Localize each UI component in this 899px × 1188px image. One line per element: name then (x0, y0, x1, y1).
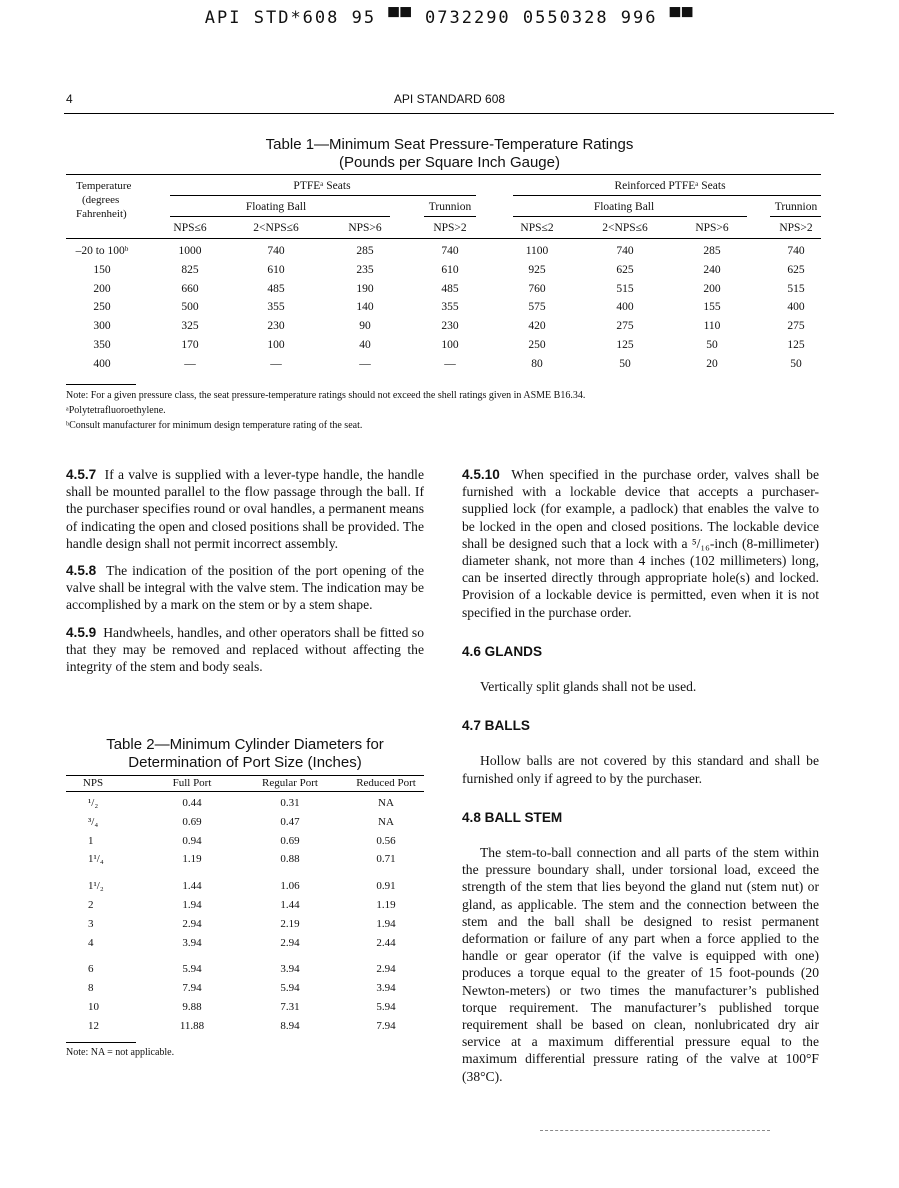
table2-title-line1: Table 2—Minimum Cylinder Diameters for (106, 736, 384, 753)
col-head: NPS>6 (695, 222, 729, 234)
table2-regular-cell: 0.47 (280, 816, 300, 828)
table1-title-line1: Table 1—Minimum Seat Pressure-Temperature Ratings (265, 136, 634, 153)
table1-value-cell: 155 (703, 301, 721, 314)
para-text: Handwheels, handles, and other operators shall be fitted so that they may be removed and replaced without affecting the integrity of the stem and body seals. (66, 624, 424, 675)
reinforced-floating-ball-header: Floating Ball (593, 201, 655, 213)
table1-value-cell: — (359, 357, 371, 370)
paragraph-4-5-8 (66, 562, 424, 614)
para-number: 4.5.8 (66, 563, 97, 579)
table1-value-cell: 420 (528, 320, 546, 333)
table1-temp-cell: 350 (93, 339, 111, 351)
table1-value-cell: 500 (181, 301, 199, 314)
table2-regular-cell: 7.31 (280, 1001, 300, 1013)
section-4-6-heading: 4.6 GLANDS (462, 643, 543, 659)
table1-value-cell: 100 (441, 339, 459, 351)
table1-title (0, 136, 899, 172)
section-4-8-text: The stem-to-ball connection and all parts of the stem within the pressure boundary shall, under torsional load, exceed the strength of the stem that lies beyond the gland nut (stem nut) or gland, as applicable. The stem and the connection between the stem and the ball shall be designed to resist permanent deformation or failure of any part when a force applied to the handle or gear operator (if the valve is equipped with one) produces a torque equal to the greater of 15 foot-pounds (20 Newton-meters) or two times the manufacturer’s published torque requirement. The manufacturer’s published torque requirement shall be based on clean, nonlubricated dry air service at a maximum differential pressure equal to the maximum differential pressure rating of the valve at 100°F (38°C). (462, 845, 819, 1084)
table2-reduced-cell: 0.71 (376, 853, 396, 865)
table1-note: Note: For a given pressure class, the seat pressure-temperature ratings should not exceed the shell ratings given in ASME B16.34. (66, 390, 586, 401)
table2-full-cell: 2.94 (182, 918, 202, 930)
table1-value-cell: 515 (616, 282, 634, 295)
section-4-6-text: Vertically split glands shall not be used. (480, 679, 697, 695)
table1-value-cell: — (444, 357, 456, 370)
table1-value-cell: — (270, 357, 282, 370)
table1-value-cell: 1000 (178, 245, 202, 257)
table1-header-rule (66, 238, 821, 239)
table1-value-cell: 230 (267, 320, 285, 333)
table2-regular-cell: 2.19 (280, 918, 300, 930)
table1-value-cell: 355 (267, 301, 285, 314)
table1-value-cell: 40 (359, 339, 371, 351)
table1-value-cell: 285 (356, 245, 374, 257)
table1-value-cell: 485 (267, 282, 285, 295)
ptfe-group-rule (170, 195, 476, 196)
table2-nps-cell: 3 (88, 918, 94, 930)
table1-value-cell: 80 (531, 357, 543, 370)
para-number: 4.5.9 (66, 624, 97, 640)
table2-full-cell: 7.94 (182, 982, 202, 994)
table2-full-cell: 11.88 (179, 1020, 205, 1032)
table1-value-cell: 50 (619, 357, 631, 370)
table2-top-rule (66, 775, 424, 776)
table2-regular-cell: 5.94 (280, 982, 300, 994)
table1-temp-cell: 400 (93, 357, 111, 370)
ptfe-trunnion-rule (424, 216, 476, 217)
table2-regular-cell: 0.88 (280, 853, 300, 865)
table2-note-rule (66, 1042, 136, 1043)
table2-reduced-cell: 0.56 (376, 835, 396, 847)
table2-reduced-cell: 1.94 (376, 918, 396, 930)
footer-dash (540, 1130, 770, 1132)
table2-full-cell: 9.88 (182, 1001, 202, 1013)
table1-top-rule (66, 174, 821, 175)
paragraph-4-5-7 (66, 466, 424, 552)
table2-header: NPS (82, 777, 104, 789)
table2-header: Reduced Port (356, 777, 416, 789)
table2-reduced-cell: 0.91 (376, 880, 396, 892)
table1-value-cell: 515 (787, 282, 805, 295)
para-text-b: -inch (8-millimeter) diameter shank, not more than 4 inches (102 millimeters) long, can be inserted directly through appropriate hole(s) and locked. Provision of a lockable device is permitted, even when it is not specified in the purchase order. (462, 535, 819, 620)
document-id-code: API STD*608 95 ▀▀ 0732290 0550328 996 ▀▀ (204, 8, 695, 28)
table1-value-cell: 625 (616, 263, 634, 276)
table1-value-cell: 1100 (525, 245, 549, 257)
table1-value-cell: 90 (359, 320, 371, 333)
table2-nps-cell: 12 (88, 1020, 99, 1032)
temp-header-line1: Temperature (76, 180, 132, 192)
para-text-a: When specified in the purchase order, valves shall be furnished with a lockable device that accepts a purchaser-supplied lock (for example, a padlock) that enables the valve to be locked in the open and closed positions. The lockable device shall be designed such that a lock with a (462, 467, 819, 551)
reinforced-ptfe-seats-header: Reinforced PTFEᵃ Seats (614, 180, 726, 192)
table1-value-cell: 610 (441, 263, 459, 276)
table1-notes (66, 388, 585, 433)
ptfe-trunnion-header: Trunnion (428, 201, 472, 213)
col-head: 2<NPS≤6 (602, 222, 648, 234)
table1-value-cell: 740 (441, 245, 459, 257)
paragraph-4-5-9 (66, 624, 424, 676)
table2-full-cell: 1.94 (182, 899, 202, 911)
table2-regular-cell: 0.31 (280, 797, 300, 809)
table2-nps-cell: 1 (88, 835, 94, 847)
temp-header-line3: Fahrenheit) (76, 208, 127, 220)
table2-nps-cell: ¹/₂ (88, 797, 99, 809)
table2-nps-cell: 10 (88, 1001, 99, 1013)
table2-full-cell: 0.69 (182, 816, 202, 828)
table2-full-cell: 0.44 (182, 797, 202, 809)
table2-regular-cell: 2.94 (280, 937, 300, 949)
table2-nps-cell: 1¹/₂ (88, 880, 104, 892)
table2-reduced-cell: 7.94 (376, 1020, 396, 1032)
table1-value-cell: 760 (528, 282, 546, 295)
table1-value-cell: 400 (616, 301, 634, 314)
section-4-7-text: Hollow balls are not covered by this standard and shall be furnished only if agreed to by the purchaser. (462, 753, 819, 786)
col-head: NPS>2 (779, 222, 813, 234)
table1-title-line2: (Pounds per Square Inch Gauge) (339, 154, 560, 171)
table1-value-cell: 485 (441, 282, 459, 295)
para-text: If a valve is supplied with a lever-type handle, the handle shall be mounted parallel to the flow passage through the ball. If the purchaser specifies round or oval handles, a permanent means of indicating the open and closed positions shall be provided. The handle design shall not permit incorrect assembly. (66, 467, 424, 551)
table2-reduced-cell: 5.94 (376, 1001, 396, 1013)
table2-nps-cell: ³/₄ (88, 816, 99, 828)
table2-reduced-cell: 1.19 (376, 899, 396, 911)
table1-value-cell: 200 (703, 282, 721, 295)
table1-value-cell: 20 (706, 357, 718, 370)
col-head: NPS>6 (348, 222, 382, 234)
table2-note: Note: NA = not applicable. (66, 1047, 175, 1058)
table2-regular-cell: 1.06 (280, 880, 300, 892)
table1-value-cell: 925 (528, 263, 546, 276)
table1-value-cell: 575 (528, 301, 546, 314)
reinforced-trunnion-rule (770, 216, 821, 217)
col-head: NPS≤6 (173, 222, 207, 234)
table2-title (66, 736, 424, 772)
table2-reduced-cell: 2.94 (376, 963, 396, 975)
table1-temp-cell: –20 to 100ᵇ (75, 245, 129, 257)
table1-value-cell: 250 (528, 339, 546, 351)
fraction: ⁵/₁₆ (691, 535, 710, 551)
reinforced-trunnion-header: Trunnion (774, 201, 818, 213)
table1-value-cell: 275 (616, 320, 634, 333)
table1-value-cell: 50 (790, 357, 802, 370)
table2-header-rule (66, 791, 424, 792)
table2-full-cell: 1.44 (182, 880, 202, 892)
table2-regular-cell: 3.94 (280, 963, 300, 975)
reinforced-floating-rule (513, 216, 747, 217)
table2-full-cell: 1.19 (182, 853, 202, 865)
table2-reduced-cell: 3.94 (376, 982, 396, 994)
header-rule (64, 113, 834, 114)
table2-header: Regular Port (262, 777, 318, 789)
table2-full-cell: 5.94 (182, 963, 202, 975)
table1-value-cell: 125 (616, 339, 634, 351)
table1-value-cell: 240 (703, 263, 721, 276)
table1-value-cell: 110 (703, 320, 721, 333)
table1-value-cell: 610 (267, 263, 285, 276)
table1-value-cell: 230 (441, 320, 459, 333)
table1-value-cell: 625 (787, 263, 805, 276)
table1-value-cell: 825 (181, 263, 199, 276)
table1-value-cell: 285 (703, 245, 721, 257)
table1-value-cell: 50 (706, 339, 718, 351)
para-text: The indication of the position of the port opening of the valve shall be integral with the valve stem. The indication may be accomplished by a mark on the stem or by a stem shape. (66, 563, 424, 613)
table1-value-cell: 740 (616, 245, 634, 257)
table2-regular-cell: 1.44 (280, 899, 300, 911)
ptfe-floating-ball-header: Floating Ball (245, 201, 307, 213)
temp-header-line2: (degrees (82, 194, 120, 206)
table1-value-cell: 400 (787, 301, 805, 314)
table1-note-rule (66, 384, 136, 385)
table2-regular-cell: 0.69 (280, 835, 300, 847)
table1-value-cell: 325 (181, 320, 199, 333)
table1-temp-cell: 200 (93, 282, 111, 295)
table2-regular-cell: 8.94 (280, 1020, 300, 1032)
table2-full-cell: 3.94 (182, 937, 202, 949)
table1-value-cell: 170 (181, 339, 199, 351)
table1-value-cell: 190 (356, 282, 374, 295)
table2-nps-cell: 6 (88, 963, 94, 975)
table1-value-cell: 235 (356, 263, 374, 276)
table1-temp-cell: 150 (93, 263, 111, 276)
table1-value-cell: 140 (356, 301, 374, 314)
table2-reduced-cell: NA (378, 816, 394, 828)
table1-value-cell: — (184, 357, 196, 370)
paragraph-4-5-10 (462, 466, 819, 621)
para-number: 4.5.7 (66, 467, 97, 482)
section-4-8-heading: 4.8 BALL STEM (462, 809, 563, 825)
footnote-b: ᵇConsult manufacturer for minimum design temperature rating of the seat. (66, 420, 363, 431)
table2-nps-cell: 2 (88, 899, 94, 911)
table1-value-cell: 355 (441, 301, 459, 314)
col-head: NPS>2 (433, 222, 467, 234)
table1-value-cell: 275 (787, 320, 805, 333)
table2-full-cell: 0.94 (182, 835, 202, 847)
section-4-7-heading: 4.7 BALLS (462, 718, 530, 734)
reinforced-group-rule (513, 195, 821, 196)
right-column (462, 466, 819, 1095)
table2-nps-cell: 1¹/₄ (88, 853, 104, 865)
table1-temp-cell: 300 (93, 320, 111, 333)
footnote-a: ᵃPolytetrafluoroethylene. (66, 405, 166, 416)
table1-temp-cell: 250 (93, 301, 111, 314)
ptfe-floating-rule (170, 216, 390, 217)
ptfe-seats-header: PTFEᵃ Seats (293, 180, 351, 192)
table1-value-cell: 740 (787, 245, 805, 257)
col-head: 2<NPS≤6 (253, 222, 299, 234)
table2-nps-cell: 8 (88, 982, 94, 994)
col-head: NPS≤2 (520, 222, 554, 234)
table2-reduced-cell: 2.44 (376, 937, 396, 949)
table1-value-cell: 740 (267, 245, 285, 257)
table1-value-cell: 660 (181, 282, 199, 295)
running-head: API STANDARD 608 (393, 92, 506, 106)
left-column (66, 466, 424, 685)
table2-nps-cell: 4 (88, 937, 94, 949)
table1-value-cell: 125 (787, 339, 805, 351)
para-number: 4.5.10 (462, 467, 500, 482)
page-number: 4 (66, 92, 73, 106)
table1-value-cell: 100 (267, 339, 285, 351)
table2-title-line2: Determination of Port Size (Inches) (128, 754, 362, 771)
table2-header: Full Port (172, 777, 212, 789)
table2-reduced-cell: NA (378, 797, 394, 809)
